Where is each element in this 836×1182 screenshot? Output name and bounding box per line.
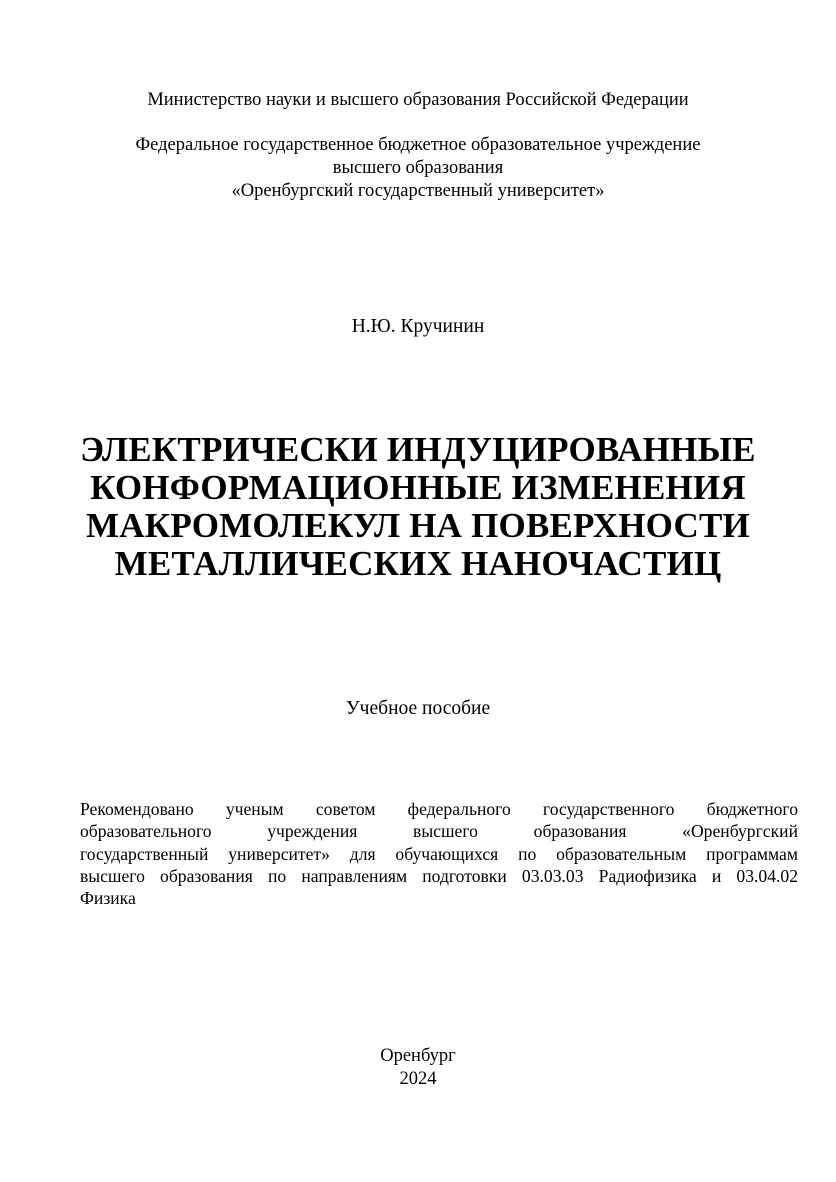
ministry-name: Министерство науки и высшего образования Российской Федерации bbox=[147, 90, 689, 110]
institution-line-3: «Оренбургский государственный университет» bbox=[231, 181, 605, 201]
author-name: Н.Ю. Кручинин bbox=[351, 316, 485, 337]
recommendation-line-3: государственный университет» для обучающихся по образовательным программам bbox=[80, 843, 798, 864]
publication-year: 2024 bbox=[399, 1069, 437, 1089]
institution-line-2: высшего образования bbox=[332, 158, 504, 178]
recommendation-text bbox=[80, 798, 798, 909]
title-line-2: КОНФОРМАЦИОННЫЕ ИЗМЕНЕНИЯ bbox=[90, 468, 746, 507]
publication-type: Учебное пособие bbox=[345, 698, 491, 719]
title-line-3: МАКРОМОЛЕКУЛ НА ПОВЕРХНОСТИ bbox=[86, 506, 750, 545]
recommendation-line-1: Рекомендовано ученым советом федерального государственного бюджетного bbox=[80, 799, 798, 819]
institution-line-1: Федеральное государственное бюджетное образовательное учреждение bbox=[135, 135, 701, 155]
title-line-1: ЭЛЕКТРИЧЕСКИ ИНДУЦИРОВАННЫЕ bbox=[80, 430, 756, 469]
book-title bbox=[0, 431, 836, 583]
recommendation-line-4: высшего образования по направлениям подготовки 03.03.03 Радиофизика и 03.04.02 bbox=[80, 865, 798, 886]
recommendation-line-5: Физика bbox=[80, 888, 136, 909]
title-line-4: МЕТАЛЛИЧЕСКИХ НАНОЧАСТИЦ bbox=[114, 544, 722, 583]
recommendation-line-2: образовательного учреждения высшего образования «Оренбургский bbox=[80, 821, 798, 842]
publication-city: Оренбург bbox=[380, 1046, 456, 1066]
